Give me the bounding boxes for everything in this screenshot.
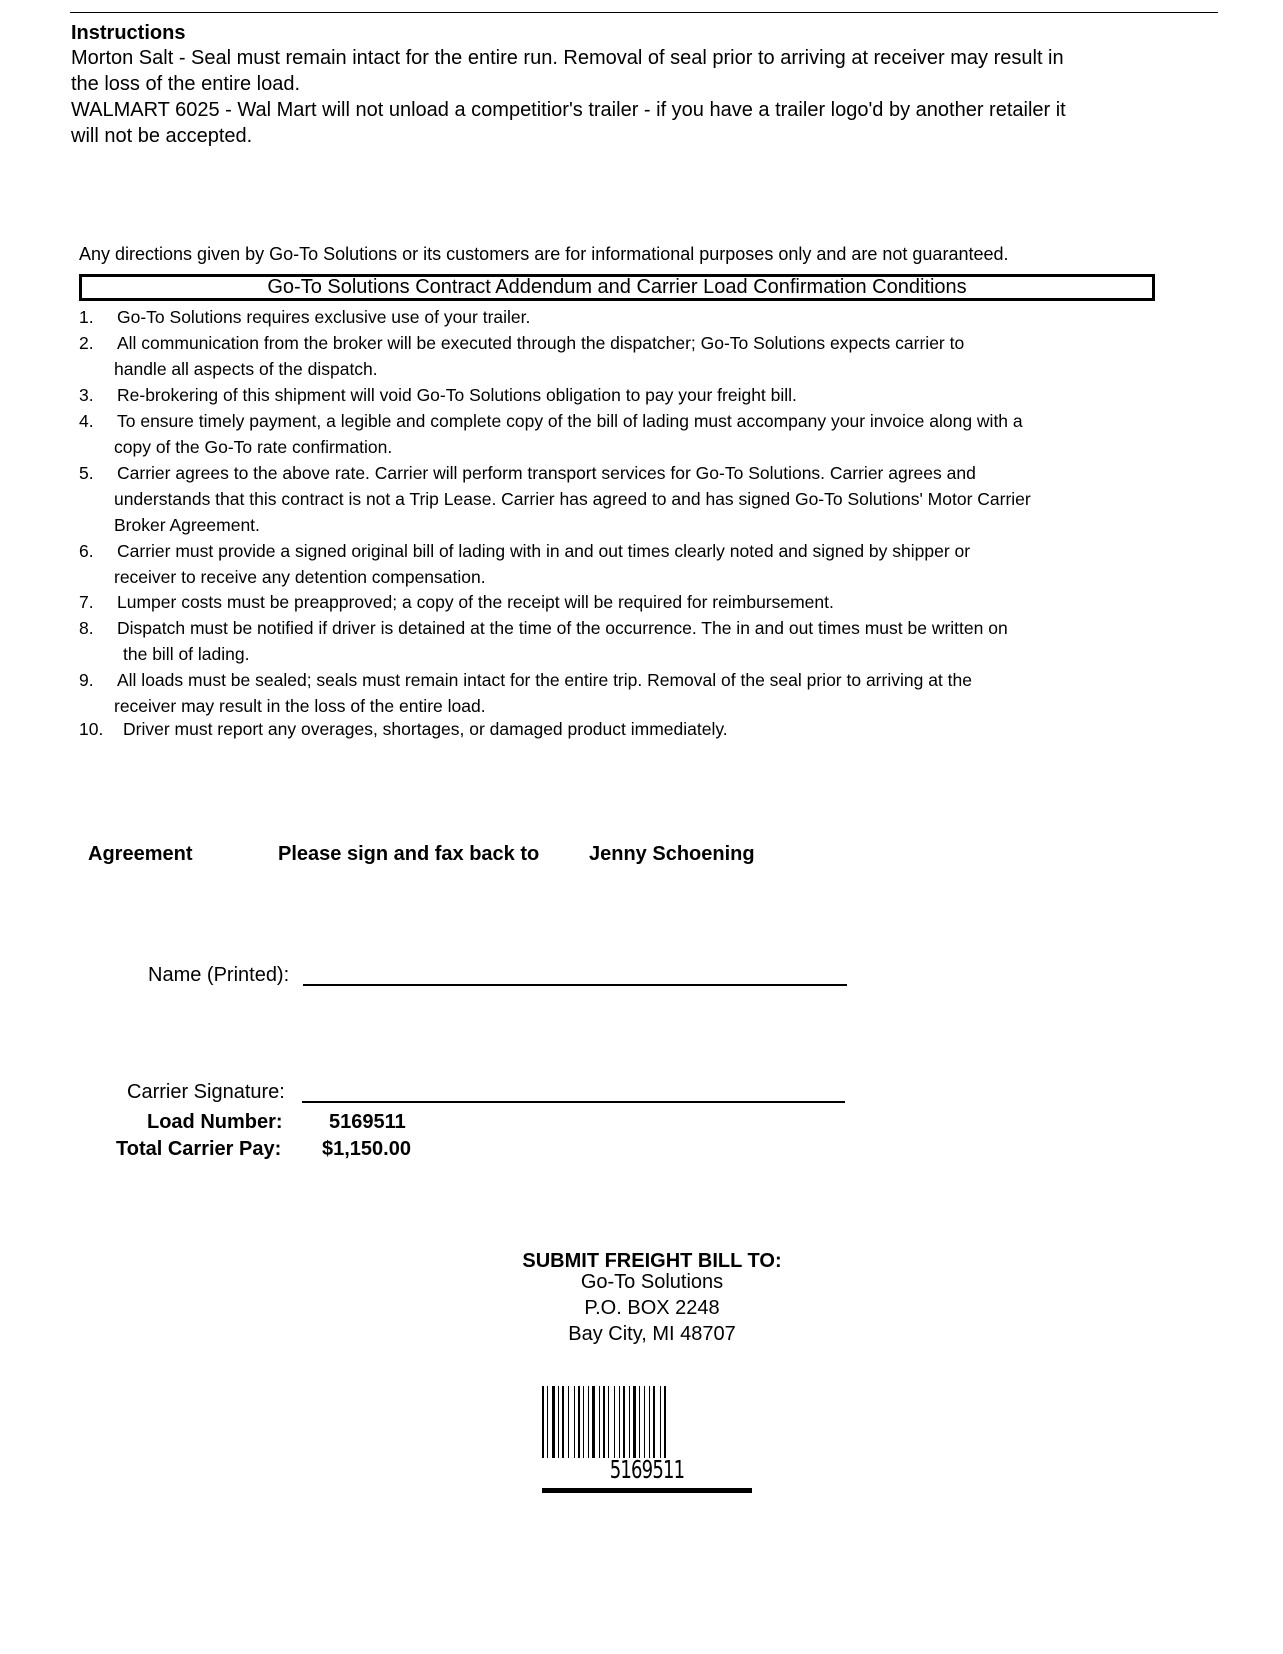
barcode-bar	[574, 1386, 575, 1458]
barcode-bar	[623, 1386, 625, 1458]
barcode-bar	[653, 1386, 655, 1458]
condition-text: All communication from the broker will be executed through the dispatcher; Go-To Solutions expects carrier to	[117, 333, 965, 353]
submit-po-box: P.O. BOX 2248	[584, 1297, 720, 1319]
condition-item	[79, 382, 797, 408]
condition-continuation: handle all aspects of the dispatch.	[114, 359, 378, 379]
barcode-icon	[542, 1386, 752, 1458]
condition-item	[79, 716, 728, 742]
name-printed-field[interactable]	[303, 984, 847, 986]
condition-number: 8.	[79, 618, 94, 638]
carrier-signature-field[interactable]	[302, 1101, 845, 1103]
barcode-bar	[644, 1386, 645, 1458]
barcode-bar	[619, 1386, 620, 1458]
condition-continuation: Broker Agreement.	[114, 515, 260, 535]
top-rule	[70, 12, 1218, 13]
condition-text: To ensure timely payment, a legible and complete copy of the bill of lading must accompany your invoice along with a	[117, 411, 1023, 431]
barcode-bar	[599, 1386, 600, 1458]
instruction-line: the loss of the entire load.	[71, 73, 301, 95]
barcode-bar	[542, 1386, 544, 1458]
directions-disclaimer: Any directions given by Go-To Solutions or its customers are for informational purposes only and are not guaranteed.	[79, 244, 1009, 264]
condition-text: All loads must be sealed; seals must remain intact for the entire trip. Removal of the seal prior to arriving at the	[117, 670, 972, 690]
load-number-value: 5169511	[329, 1111, 406, 1133]
barcode-bar	[592, 1386, 595, 1458]
condition-number: 7.	[79, 592, 94, 612]
condition-item	[79, 408, 1023, 434]
barcode-bar	[547, 1386, 548, 1458]
condition-continuation: understands that this contract is not a Trip Lease. Carrier has agreed to and has signed Go-To Solutions' Motor Carrier	[114, 489, 1031, 509]
condition-continuation: receiver to receive any detention compensation.	[114, 567, 486, 587]
condition-number: 3.	[79, 385, 94, 405]
barcode-bar	[608, 1386, 609, 1458]
barcode-bar	[633, 1386, 636, 1458]
load-number-label: Load Number:	[147, 1111, 283, 1133]
fax-instruction: Please sign and fax back to	[278, 843, 540, 865]
condition-item	[79, 538, 970, 564]
total-pay-label: Total Carrier Pay:	[116, 1138, 282, 1160]
condition-text: Carrier agrees to the above rate. Carrier will perform transport services for Go-To Solutions. Carrier agrees and	[117, 463, 976, 483]
submit-company: Go-To Solutions	[580, 1271, 724, 1293]
instruction-line: WALMART 6025 - Wal Mart will not unload a competitior's trailer - if you have a trailer logo'd by another retailer it	[71, 99, 1066, 121]
condition-continuation: copy of the Go-To rate confirmation.	[114, 437, 393, 457]
addendum-title: Go-To Solutions Contract Addendum and Carrier Load Confirmation Conditions	[267, 276, 967, 298]
name-printed-label: Name (Printed):	[148, 964, 290, 986]
condition-text: Go-To Solutions requires exclusive use of your trailer.	[117, 307, 531, 327]
condition-number: 6.	[79, 541, 94, 561]
condition-item	[79, 460, 976, 486]
condition-text: Carrier must provide a signed original bill of lading with in and out times clearly noted and signed by shipper or	[117, 541, 971, 561]
condition-number: 2.	[79, 333, 94, 353]
condition-number: 1.	[79, 307, 94, 327]
fax-contact: Jenny Schoening	[589, 843, 755, 865]
barcode-underline	[542, 1488, 752, 1493]
condition-text: Driver must report any overages, shortages, or damaged product immediately.	[123, 719, 728, 739]
condition-number: 4.	[79, 411, 94, 431]
agreement-label: Agreement	[88, 843, 193, 865]
carrier-signature-label: Carrier Signature:	[127, 1081, 285, 1103]
instruction-line: Morton Salt - Seal must remain intact for the entire run. Removal of seal prior to arriving at receiver may result in	[71, 47, 1064, 69]
condition-item	[79, 304, 530, 330]
condition-item	[79, 330, 964, 356]
submit-city: Bay City, MI 48707	[568, 1323, 736, 1345]
total-pay-value: $1,150.00	[322, 1138, 411, 1160]
condition-number: 10.	[79, 719, 104, 739]
barcode-bar	[578, 1386, 580, 1458]
condition-number: 5.	[79, 463, 94, 483]
barcode-bar	[588, 1386, 589, 1458]
submit-heading: SUBMIT FREIGHT BILL TO:	[522, 1250, 782, 1272]
barcode-bar	[614, 1386, 615, 1458]
barcode-value: 5169511	[609, 1455, 685, 1484]
condition-continuation: receiver may result in the loss of the entire load.	[114, 696, 486, 716]
barcode-bar	[629, 1386, 630, 1458]
condition-item	[79, 615, 1008, 641]
barcode-bar	[639, 1386, 640, 1458]
barcode-bar	[558, 1386, 559, 1458]
condition-text: Lumper costs must be preapproved; a copy of the receipt will be required for reimbursement.	[117, 592, 834, 612]
condition-continuation: the bill of lading.	[123, 644, 250, 664]
barcode-bar	[583, 1386, 584, 1458]
barcode-bar	[562, 1386, 564, 1458]
condition-number: 9.	[79, 670, 94, 690]
barcode-bar	[664, 1386, 666, 1458]
barcode-bar	[568, 1386, 569, 1458]
barcode-bar	[649, 1386, 650, 1458]
instructions-heading: Instructions	[71, 22, 186, 44]
barcode-bar	[660, 1386, 661, 1458]
barcode-bar	[552, 1386, 555, 1458]
condition-item	[79, 589, 834, 615]
condition-text: Dispatch must be notified if driver is detained at the time of the occurrence. The in and out times must be written on	[117, 618, 1008, 638]
barcode-bar	[603, 1386, 605, 1458]
condition-item	[79, 667, 972, 693]
condition-text: Re-brokering of this shipment will void Go-To Solutions obligation to pay your freight bill.	[117, 385, 797, 405]
addendum-title-box	[79, 274, 1155, 301]
instruction-line: will not be accepted.	[71, 125, 253, 147]
